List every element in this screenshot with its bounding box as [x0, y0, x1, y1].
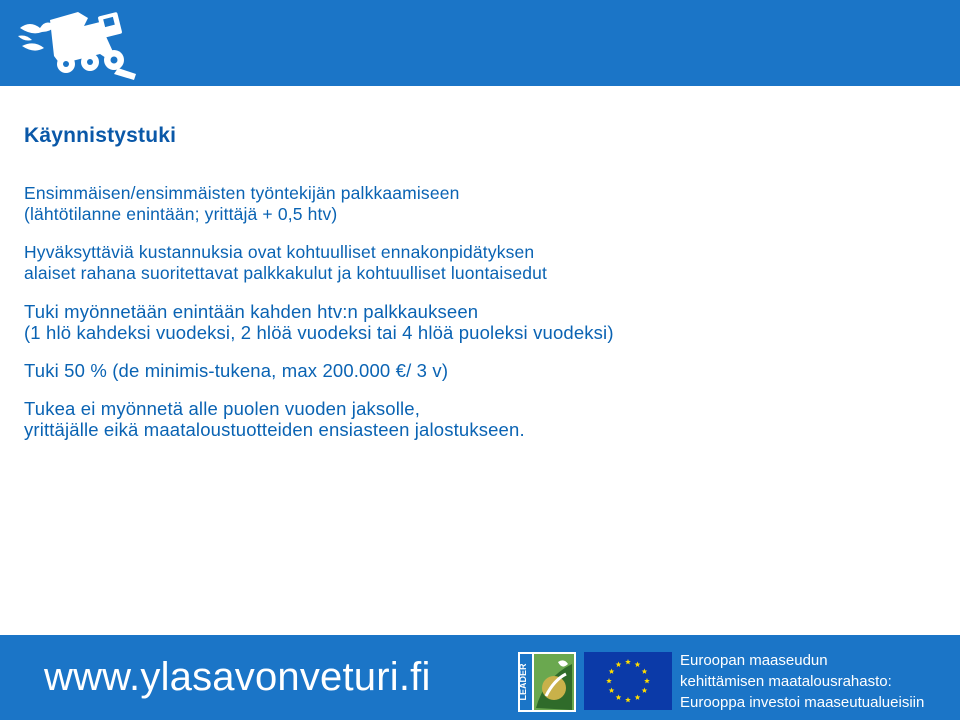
paragraph-line: yrittäjälle eikä maataloustuotteiden ensiasteen jalostukseen.	[24, 419, 525, 440]
eu-text-line: Eurooppa investoi maaseutualueisiin	[680, 694, 925, 711]
paragraph-line: Ensimmäisen/ensimmäisten työntekijän palkkaamiseen	[24, 183, 460, 203]
paragraph-support-rate	[24, 360, 944, 381]
paragraph-line: Tuki 50 % (de minimis-tukena, max 200.000 €/ 3 v)	[24, 360, 449, 381]
train-icon	[14, 6, 140, 82]
paragraph-line: Tuki myönnetään enintään kahden htv:n palkkaukseen	[24, 301, 479, 322]
leader-logo	[518, 652, 576, 712]
paragraph-line: (lähtötilanne enintään; yrittäjä + 0,5 htv)	[24, 204, 338, 224]
leader-label: LEADER	[518, 663, 528, 701]
paragraph-max-support	[24, 301, 944, 343]
paragraph-eligible-costs	[24, 242, 944, 284]
website-link[interactable]: www.ylasavonveturi.fi	[44, 655, 431, 699]
page-title: Käynnistystuki	[24, 124, 177, 147]
paragraph-first-employee	[24, 183, 944, 225]
paragraph-line: alaiset rahana suoritettavat palkkakulut ja kohtuulliset luontaisedut	[24, 263, 548, 283]
eu-text-line: Euroopan maaseudun	[680, 652, 828, 669]
eu-text-line: kehittämisen maatalousrahasto:	[680, 673, 892, 690]
main-content	[24, 124, 944, 457]
eu-flag-icon	[584, 652, 672, 710]
header-bar	[0, 0, 960, 86]
paragraph-line: (1 hlö kahdeksi vuodeksi, 2 hlöä vuodeksi tai 4 hlöä puoleksi vuodeksi)	[24, 322, 614, 343]
paragraph-exclusions	[24, 398, 944, 440]
paragraph-line: Tukea ei myönnetä alle puolen vuoden jaksolle,	[24, 398, 420, 419]
eu-fund-text	[680, 650, 960, 713]
paragraph-line: Hyväksyttäviä kustannuksia ovat kohtuulliset ennakonpidätyksen	[24, 242, 535, 262]
